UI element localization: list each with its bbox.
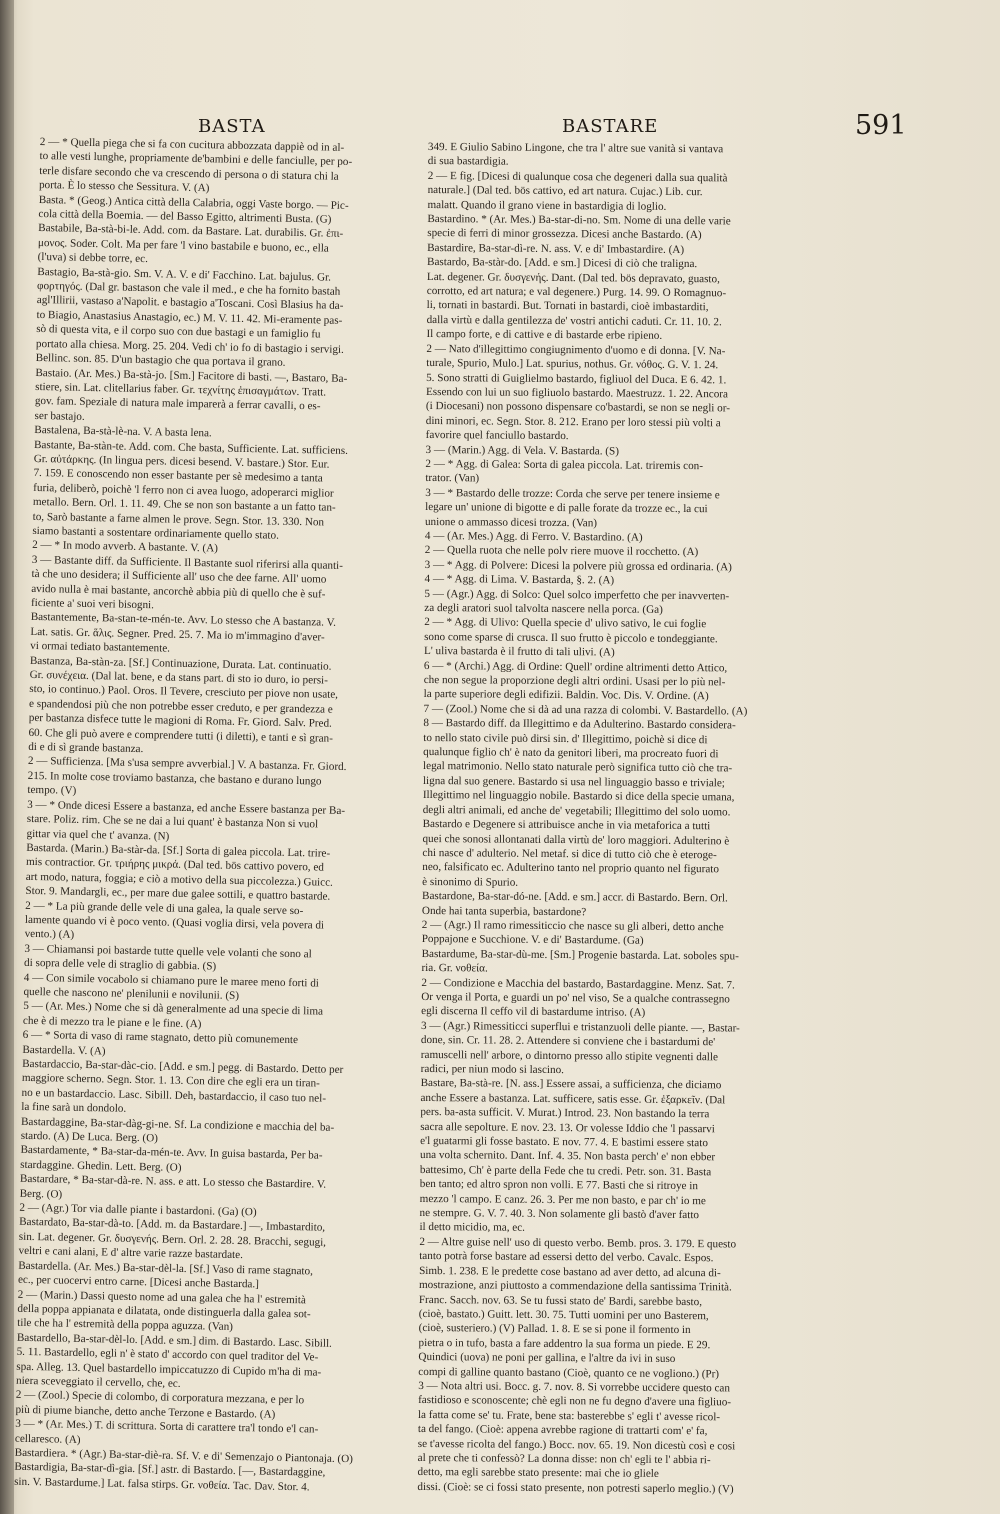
text-line: anche Essere a bastanza. Lat. sufficere, satis esse. Gr. ἐξαρκεῖν. (Dal [420,1091,726,1107]
text-line: ligna dal suo genere. Bastardo si usa nel linguaggio basso e triviale; [422,774,725,790]
text-line: turale, Spurio, Mulo.] Lat. spurius, nothus. Gr. νόθος. G. V. 1. 24. [426,357,719,372]
text-line: metallo. Bern. Orl. 1. 11. 49. Che se non son bastante a un fatto tan- [32,496,336,514]
text-line: malatt. Quando il grano viene in bastardigia di loglio. [427,198,667,213]
text-line: 3 — Chiamansi poi bastarde tutte quelle vele volanti che sono al [24,942,312,961]
text-line: 6 — * Sorta di vaso di rame stagnato, detto più comunemente [22,1029,299,1047]
left-running-head: BASTA [198,116,266,137]
text-line: Gr. συνέχεια. (Dal lat. bene, e da stans part. di sto io duro, io persi- [29,668,329,687]
text-line: Illegittimo nel linguaggio nobile. Bastardo si dice della specie umana, [422,789,735,804]
text-line: sin. V. Bastardume.] Lat. falsa stirps. Gr. νοθεία. Tac. Dav. Stor. 4. [14,1475,310,1494]
text-line: tà che uno desidera; il Sufficiente all' uso che dee farne. All' uomo [31,568,327,586]
text-line: pietra o in tufo, basta a fare addentro la sua forma un piede. E 29. [418,1336,711,1351]
text-line: 2 — * In modo avverb. A bastante. V. (A) [32,539,219,555]
text-line: 5 — (Ar. Mes.) Nome che si dà generalmente ad una specie di lima [23,1000,324,1018]
text-line: Or venga il Porta, e guardi un po' nel viso, Se a qualche contrassegno [421,990,730,1006]
text-line: Bastardella. V. (A) [22,1043,106,1058]
text-line: è sinonimo di Spurio. [422,875,519,889]
text-line: sacra alle sepolture. E nov. 23. 13. Or volesse Iddio che 'l passarvi [420,1120,715,1135]
text-line: Bastardaggine, Ba-star-dàg-gi-ne. Sf. La condizione e macchia del ba- [20,1115,335,1134]
text-line: tempo. (V) [27,784,77,798]
text-line: porta. È lo stesso che Sessitura. V. (A) [38,179,210,195]
text-line: compi di galline quanto bastano (Cioè, quanto ce ne vogliono.) (Pr) [418,1365,720,1380]
text-line: Bastardaccio, Ba-star-dàc-cio. [Add. e sm.] pegg. di Bastardo. Detto per [22,1057,344,1076]
text-line: di sopra delle vele di straglio di gabbia. (S) [23,957,217,973]
text-line: 2 — Sufficienza. [Ma s'usa sempre avverbial.] V. A bastanza. Fr. Giord. [27,755,347,774]
text-line: 3 — (Marin.) Agg. di Vela. V. Bastarda. (S) [425,443,620,458]
text-line: la parte superiore degli edifizii. Baldin. Voc. Dis. V. Ordine. (A) [423,688,709,703]
text-line: 7. 159. E conoscendo non esser bastante per sè medesimo a tanta [33,467,323,485]
text-line: lamente quando vi è poco vento. (Quasi voglia dirsi, vela povera di [24,913,325,932]
text-line: 2 — (Marin.) Dassi questo nome ad una galea che ha l' estremità [17,1288,306,1306]
text-line: Bastagio, Ba-stà-gio. Sm. V. A. V. e di' Facchino. Lat. bajulus. Gr. [37,265,332,284]
text-line: Bastardume, Ba-star-dù-me. [Sm.] Progenie bastarda. Lat. soboles spu- [421,947,739,963]
text-line: to alle vesti lunghe, propriamente de'bambini e delle fanciulle, per po- [39,150,353,169]
text-line: Essendo con lui un suo figliuolo bastardo. Maestruzz. 1. 22. Ancora [425,385,729,401]
text-line: Bastare, Ba-stà-re. [N. ass.] Essere assai, a sufficienza, che diciamo [420,1077,722,1092]
text-line: che è di mezzo tra le piane e le fine. (A) [22,1014,202,1031]
text-line: terle disfare secondo che va crescendo di persona o di statura chi la [39,164,339,183]
text-line: Bastardo e Degenere si attribuisce anche in via metaforica a tutti [422,818,711,833]
text-line: legal matrimonio. Nello stato naturale però significa tutto ciò che tra- [423,760,733,775]
text-line: niera sceveggiato il cervello, che, ec. [15,1374,181,1390]
text-line: za degli aratori suol talvolta nascere nella porca. (Ga) [424,601,663,616]
text-line: 2 — (Agr.) Il ramo rimessiticcio che nasce su gli alberi, detto anche [421,918,724,934]
text-line: ramuscelli nell' arbore, o dintorno presso allo stipite vegnenti dalle [420,1048,719,1063]
text-line: 5. Sono stratti di Guiglielmo bastardo, figliuol del Duca. E 6. 42. 1. [426,371,727,386]
text-line: 60. Che gli può avere e comprendere tutti (i diletti), e tanti e sì gran- [28,726,334,745]
text-line: 2 — Altre guise nell' uso di questo verbo. Bemb. pros. 3. 179. E questo [419,1235,737,1251]
text-line: Bastardato, Ba-star-dà-to. [Add. m. da Bastardare.] —, Imbastardito, [19,1216,326,1235]
text-line: 8 — Bastardo diff. da Illegittimo e da Adulterino. Bastardo considera- [423,717,736,732]
text-line: naturale.] (Dal ted. bös cattivo, ed art natura. Cujac.) Lib. cur. [427,184,703,199]
text-line: maggiore scherno. Segn. Stor. 1. 13. Con dire che egli era un tiran- [21,1072,320,1090]
text-line: Berg. (O) [19,1187,63,1201]
text-line: 2 — * La più grande delle vele di una galea, la quale serve so- [25,899,304,917]
text-line: Bastantemente, Ba-stan-te-mén-te. Avv. Lo stesso che A bastanza. V. [30,611,337,630]
text-line: Bastardigia, Ba-star-dì-gia. [Sf.] astr. di Bastardo. [—, Bastardaggine, [14,1461,326,1480]
text-line: Bastardamente, * Ba-star-da-mén-te. Avv. In guisa bastarda, Per ba- [20,1144,323,1163]
text-line: la fatta come se' tu. Frate, bene sta: basterebbe s' egli t' avesse ricol- [417,1408,721,1424]
text-line: Gr. αὐτάρκης. (In lingua pers. dicesi besend. V. bastare.) Stor. Eur. [33,452,330,471]
text-line: ria. Gr. νοθεία. [421,962,488,975]
text-line: to, Sarò bastante a farne almen le prove. Segn. Stor. 13. 330. Non [32,510,325,529]
text-line: 4 — Con simile vocabolo si chiamano pure le maree meno forti di [23,971,320,990]
text-line: li, tornati in bastardi. But. Tornati in bastardi, cioè imbastarditi, [426,299,709,314]
text-line: più di piume bianche, detto anche Terzone e Bastardo. (A) [15,1403,276,1421]
text-line: Bastardello, Ba-star-dèl-lo. [Add. e sm.] dim. di Bastardo. Lasc. Sibill. [16,1331,333,1350]
text-line: 2 — * Agg. di Ulivo: Quella specie d' ulivo sativo, le cui foglie [424,616,707,631]
text-line: Lat. satis. Gr. ἅλις. Segner. Pred. 25. 7. Ma io m'immagino d'aver- [30,625,325,644]
text-line: avido nulla è mai bastante, ancorchè abbia più di quello che è suf- [31,582,326,601]
text-line: cola città della Boemia. — del Basso Egitto, altrimenti Busta. (G) [38,208,332,226]
text-line: 3 — (Agr.) Rimessiticci superflui e tristanzuoli delle piante. —, Bastar- [420,1019,740,1035]
text-line: done, sin. Cr. 11. 28. 2. Attendere si conviene che i bastardumi de' [420,1034,716,1049]
text-line: art modo, natura, foggia; e ciò a motivo della sua piccolezza.) Guicc. [25,870,334,889]
text-line: egli discerna Il ceffo vil di bastardume intriso. (A) [421,1005,646,1020]
text-line: Bastardella. (Ar. Mes.) Ba-star-dèl-la. [Sf.] Vaso di rame stagnato, [18,1259,314,1278]
text-line: sin. Lat. degener. Gr. δυσγενής. Bern. Orl. 2. 28. 28. Bracchi, segugi, [18,1230,327,1249]
text-line: 2 — Condizione e Macchia del bastardo, Bastardaggine. Menz. Sat. 7. [421,976,735,991]
text-line: dalla virtù e dalla gentilezza de' vostri antichi caduti. Cr. 11. 10. 2. [426,313,722,329]
text-line: (cioè, bastato.) Guitt. lett. 30. 75. Tutti uomini per uno Basterem, [418,1307,709,1323]
text-line: una volta schernito. Dant. Inf. 4. 35. Non basta perch' e' non ebber [419,1149,716,1164]
text-line: Bastabile, Ba-stà-bi-le. Add. com. da Bastare. Lat. durabilis. Gr. ἐπι- [38,222,344,241]
text-line: to Biagio, Anastasius Anastagio, ec.) M. V. 11. 42. Mi-eramente pas- [36,308,343,327]
text-line: portato alla chiesa. Morg. 25. 204. Vedi ch' io fo di bastagio i servigi. [35,337,344,356]
text-line: 2 — * Agg. di Galea: Sorta di galea piccola. Lat. triremis con- [425,457,704,473]
text-line: tile che ha l' estremità della poppa aguzza. (Van) [17,1317,234,1334]
text-line: 2 — (Agr.) Tor via dalle piante i bastardoni. (Ga) (O) [19,1201,257,1219]
text-line: e spandendosi più che non potrebbe esser creduto, e per grandezza e [28,697,333,716]
text-line: dissi. (Cioè: se ci fossi stato presente, non potresti saperlo meglio.) (V) [417,1480,734,1496]
text-line: 4 — (Ar. Mes.) Agg. di Ferro. V. Bastardino. (A) [424,529,643,544]
text-line: no e un bastardaccio. Lasc. Sibill. Deh, bastardaccio, il caso tuo nel- [21,1086,327,1105]
text-line: 3 — * Agg. di Polvere: Dicesi la polvere più grossa ed ordinaria. (A) [424,558,732,574]
text-line: mostrazione, anzi piuttosto a commendazione della santissima Trinità. [418,1279,732,1294]
text-line: specie di ferri di minor grossezza. Dicesi anche Bastardo. (A) [427,227,702,242]
text-line: sono come sparse di crusca. Il suo frutto è piccolo e tondeggiante. [424,630,718,646]
text-line: Bastanza, Ba-stàn-za. [Sf.] Continuazione, Durata. Lat. continuatio. [29,654,332,673]
text-line: μονος. Soder. Colt. Ma per fare 'l vino bastabile e buono, ec., ella [37,236,329,255]
text-line: (cioè, susteriero.) (V) Pallad. 1. 8. E se si pone il formento in [418,1322,691,1337]
text-line: trator. (Van) [425,472,480,485]
text-line: sò di questa vita, e il corpo suo con due bastagi e un famiglio fu [36,323,321,341]
text-line: vi ormai tediato bastantemente. [30,640,171,655]
text-line: chi nasce d' adulterio. Nel metaf. si dice di tutto ciò che è eteroge- [422,846,717,862]
text-line: 4 — * Agg. di Lima. V. Bastarda, §. 2. (A) [424,573,615,587]
text-line: Bastardo, Ba-stàr-do. [Add. e sm.] Dicesi di ciò che traligna. [426,256,698,271]
left-column [14,135,418,1496]
text-line: siamo bastanti a sostentare ordinariamente quello stato. [32,524,280,542]
text-line: 3 — * (Ar. Mes.) T. di scrittura. Sorta di carattere tra'l tondo e'l can- [15,1417,319,1436]
text-line: che non segue la proporzione degli altri ordini. Usasi per lo più nel- [423,674,726,689]
text-line: favorire quel fanciullo bastardo. [425,429,569,443]
text-line: stare. Poliz. rim. Che se ne dai a lui quant' è bastanza Non si vuol [26,812,319,831]
text-line: neo, falsificato ec. Adulterino tanto nel proprio quanto nel figurato [422,861,720,876]
text-line: gov. fam. Speziale di natura male imparerà a ferrar cavalli, o es- [34,395,321,413]
text-line: vento.) (A) [24,928,75,942]
text-line: Poppajone e Succhione. V. e di' Bastardume. (Ga) [421,933,644,948]
text-line: 349. E Giulio Sabino Lingone, che tra l' altre sue vanità si vantava [427,140,724,156]
text-line: L' uliva bastarda è il frutto di tali ulivi. (A) [423,645,615,659]
text-line: cellaresco. (A) [14,1432,81,1446]
text-line: ec., per cuocervi entro carne. [Dicesi anche Bastarda.] [17,1273,260,1291]
right-running-head: BASTARE [562,116,659,137]
text-line: fastidioso e sconoscente; chè egli non ne fu degno d'avere una figliuo- [418,1394,732,1409]
text-line: 3 — Bastante diff. da Sufficiente. Il Bastante suol riferirsi alla quanti- [31,553,344,572]
text-line: ne stempre. G. V. 7. 40. 3. Non solamente gli bastò d'aver fatto [419,1207,700,1222]
page-number: 591 [855,110,907,141]
text-line: stiere, sin. Lat. clitellarius faber. Gr. τεχνίτης ἐπισαγμάτων. Tratt. [35,380,327,399]
text-line: stardo. (A) De Luca. Berg. (O) [20,1129,159,1145]
text-line: Onde hai tanta superbia, bastardone? [421,904,587,918]
text-line: 2 — * Quella piega che si fa con cucitura abbozzata dappiè od in al- [39,135,345,154]
text-line: 3 — Nota altri usi. Bocc. g. 7. nov. 8. Si vorrebbe uccidere questo can [418,1379,731,1395]
text-line: 3 — * Onde dicesi Essere a bastanza, ed anche Essere bastanza per Ba- [27,798,346,817]
text-line: 5. 11. Bastardello, egli n' è stato d' accordo con quel traditor del Ve- [16,1345,319,1364]
text-line: radici, per niun modo si lascino. [420,1062,565,1077]
text-line: 3 — * Bastardo delle trozze: Corda che serve per tenere insieme e [425,486,720,502]
text-line: φορτηγός. (Dal gr. bastason che vale il med., e che ha fornito bastah [36,280,341,298]
text-line: Bastardone, Ba-star-dó-ne. [Add. e sm.] accr. di Bastardo. Bern. Orl. [422,890,728,905]
text-line: 215. In molte cose troviamo bastanza, che bastano e durano lungo [27,769,322,788]
text-line: stardaggine. Ghedin. Lett. Berg. (O) [20,1158,182,1174]
text-line: ser bastajo. [34,409,85,423]
text-line: unione o ammasso dicesi trozza. (Van) [424,515,598,529]
binding-gutter [0,0,14,1514]
text-line: Bastardiera. * (Agr.) Ba-star-diè-ra. Sf. V. e di' Semenzajo o Piantonaja. (O) [14,1446,354,1466]
text-line: ta del fango. (Cioè: appena avrebbe ragione di trattarti com' e' fa, [417,1423,708,1438]
text-line: e'l guatarmi gli fosse bastato. E nov. 77. 4. E bastimi essere stato [420,1135,708,1150]
text-line: il detto micidio, ma, ec. [419,1221,526,1235]
text-line: furia, deliberò, poichè 'l ferro non ci avea luogo, adoperarci miglior [33,481,334,500]
text-line: to nello stato civile può dirsi sin. d' Illegittimo, poichè si dice di [423,731,708,746]
text-line: Basta. * (Geog.) Antica città della Calabria, oggi Vaste borgo. — Pic- [38,193,349,212]
text-line: Stor. 9. Mandargli, ec., per mare due galee sottili, e quattro bastarde. [25,884,331,903]
text-line: quei che sonosi allontanati dalla virtù de' loro maggiori. Adulterino è [422,832,730,847]
text-line: Bastarda. (Marin.) Ba-stàr-da. [Sf.] Sorta di galea piccola. Lat. trire- [26,841,331,860]
text-line: ficiente a' suoi veri bisogni. [30,596,155,612]
text-line: Il campo forte, e di cattive e di bastarde erbe ripieno. [426,328,663,343]
text-line: Bellinc. son. 85. D'un bastagio che qua portava il grano. [35,352,286,369]
text-line: degli altri animali, ed anche de' vegetabili; Illegittimo del solo uomo. [422,803,731,819]
text-line: veltri e cani alani, E d' altre varie razze bastardate. [18,1245,244,1262]
text-line: legare un' unione di bigotte e di palle forate da trozze ec., la cui [425,501,708,516]
text-line: dini minori, ec. Segn. Stor. 8. 212. Erano per loro stessi più volti a [425,414,721,430]
text-line: mezzo 'l campo. E canz. 26. 3. Per me non basto, e par ch' io me [419,1192,706,1207]
text-line: Bastardire, Ba-star-dì-re. N. ass. V. e di' Imbastardire. (A) [427,241,685,256]
text-line: Bastardino. * (Ar. Mes.) Ba-star-di-no. Sm. Nome di una delle varie [427,213,731,228]
text-line: corrotto, ed art natura; e val degenere.) Purg. 14. 99. O Romagnuo- [426,285,727,300]
text-line: sto, io continuo.) Paol. Oros. Il Tevere, cresciuto per piove non usate, [29,683,339,702]
text-line: quelle che nascono ne' plenilunii e novilunii. (S) [23,985,240,1002]
text-line: Bastalena, Ba-stà-lè-na. V. A basta lena. [34,424,212,440]
text-line: Bastaio. (Ar. Mes.) Ba-stà-jo. [Sm.] Facitore di basti. —, Bastaro, Ba- [35,366,348,385]
text-line: Lat. degener. Gr. δυσγενής. Dant. (Dal ted. bös depravato, guasto, [426,270,720,285]
text-line: di e di sì grande bastanza. [28,740,144,756]
text-line: Bastardare, * Ba-star-dà-re. N. ass. e att. Lo stesso che Bastardire. V. [19,1173,327,1191]
text-line: 7 — (Zool.) Nome che si dà ad una razza di colombi. V. Bastardello. (A) [423,702,748,718]
text-line: qualunque figlio ch' è nato da genitori liberi, ma procreato fuori di [423,746,719,761]
text-line: Quindici (uova) ne poni per gallina, e l'altre da ivi in suso [418,1351,676,1366]
text-line: della poppa appianata e dilatata, onde distinguerla dalla galea sot- [17,1302,311,1321]
text-line: 6 — * (Archi.) Agg. di Ordine: Quell' ordine altrimenti detto Attico, [423,659,728,674]
text-line: 2 — Quella ruota che nelle polv riere muove il rocchetto. (A) [424,544,699,559]
text-line: Simb. 1. 238. E le predette cose bastano ad aver detto, ad alcuna di- [419,1264,721,1280]
text-line: Franc. Sacch. nov. 63. Se tu fussi stato de' Bardi, sarebbe basto, [418,1293,703,1308]
text-line: Bastante, Ba-stàn-te. Add. com. Che basta, Sufficiente. Lat. sufficiens. [33,438,349,457]
text-line: la fine sarà un dondolo. [21,1101,127,1116]
text-line: 2 — Nato d'illegittimo congiugnimento d'uomo e di donna. [V. Na- [426,342,726,358]
text-line: gittar via quel che t' avanza. (N) [26,827,170,843]
text-line: al prete che ti confessò? La donna disse: non ch' egli te l' abbia ri- [417,1451,711,1467]
text-line: agl'Illirii, vastaso a'Napolit. e bastagio a'Toscani. Così Blasius ha da- [36,294,344,313]
text-line: pers. ba-asta sufficit. V. Murat.) Introd. 23. Non bastando la terra [420,1106,710,1121]
text-line: per bastanza disfece tutte le magioni di Roma. Fr. Giord. Salv. Pred. [28,712,332,730]
text-line: detto, ma egli sarebbe stato presente: mai che io gliele [417,1466,659,1481]
text-line: battesimo, Ch' è parte della Fede che tu credi. Petr. son. 31. Basta [419,1163,712,1179]
text-line: (l'uva) si debbe torre, ec. [37,251,149,266]
text-line: di sua bastardigia. [427,155,509,169]
text-line: tanto potrà forse bastare ad essersi detto del verbo. Cavalc. Espos. [419,1250,714,1265]
right-column [417,140,804,1497]
text-line: mis contractior. Gr. τριήρης μικρά. (Dal ted. bös cattivo povero, ed [25,856,325,874]
text-line: ben tanto; ed altro spron non volli. E 77. Basti che si ritroye in [419,1178,699,1193]
text-line: 5 — (Agr.) Agg. di Solco: Quel solco imperfetto che per inavverten- [424,587,730,602]
text-line: 2 — (Zool.) Specie di colombo, di corporatura mezzana, e per lo [15,1389,305,1407]
text-line: (i Diocesani) non possono dispensare co'bastardi, se non se negli or- [425,400,731,415]
text-line: spa. Alleg. 13. Quel bastardello impiccatuzzo di Cupido m'ha di ma- [16,1360,322,1379]
text-line: se t'avesse ricolta del fango.) Bocc. nov. 65. 19. Non dicestù così e cosi [417,1437,736,1453]
text-line: 2 — E fig. [Dicesi di qualunque cosa che degeneri dalla sua qualità [427,169,728,185]
